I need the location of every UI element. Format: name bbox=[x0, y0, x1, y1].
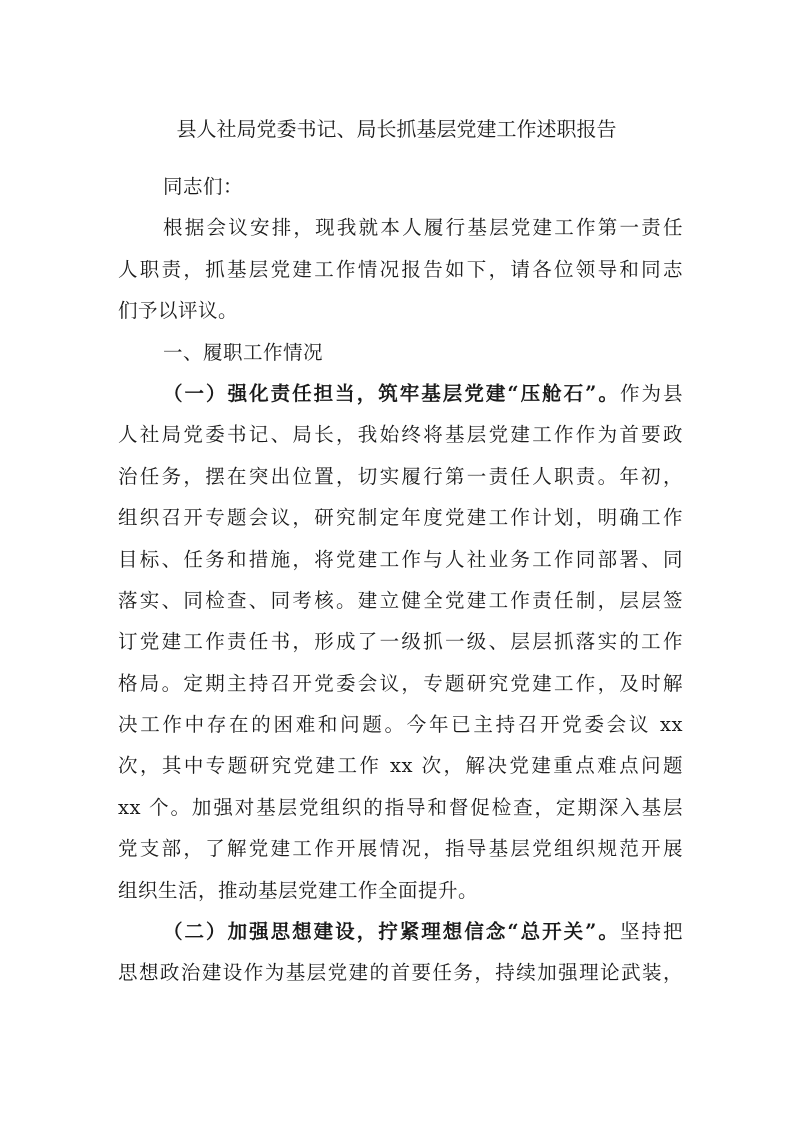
paragraph-line: 决工作中存在的困难和问题。今年已主持召开党委会议 xx bbox=[118, 713, 683, 737]
subsection-heading: （一）强化责任担当，筑牢基层党建“压舱石”。 bbox=[163, 381, 620, 405]
paragraph-text: 坚持把 bbox=[619, 920, 683, 944]
paragraph-line: 思想政治建设作为基层党建的首要任务，持续加强理论武装， bbox=[118, 961, 683, 985]
paragraph-text: 作为县 bbox=[619, 381, 683, 405]
intro-line: 人职责，抓基层党建工作情况报告如下，请各位领导和同志 bbox=[118, 257, 683, 281]
paragraph-line: 组织生活，推动基层党建工作全面提升。 bbox=[118, 878, 479, 902]
section-heading: 一、履职工作情况 bbox=[163, 340, 324, 364]
intro-line: 们予以评议。 bbox=[118, 299, 239, 323]
paragraph-line: 格局。定期主持召开党委会议，专题研究党建工作，及时解 bbox=[118, 671, 683, 695]
paragraph-line: 治任务，摆在突出位置，切实履行第一责任人职责。年初， bbox=[118, 464, 683, 488]
paragraph-line: 组织召开专题会议，研究制定年度党建工作计划，明确工作 bbox=[118, 506, 683, 530]
subsection-heading: （二）加强思想建设，拧紧理想信念“总开关”。 bbox=[163, 920, 620, 944]
paragraph-line: 党支部，了解党建工作开展情况，指导基层党组织规范开展 bbox=[118, 837, 683, 861]
paragraph-line: 目标、任务和措施，将党建工作与人社业务工作同部署、同 bbox=[118, 547, 683, 571]
intro-line: 根据会议安排，现我就本人履行基层党建工作第一责任 bbox=[163, 216, 683, 240]
paragraph-line: xx 个。加强对基层党组织的指导和督促检查，定期深入基层 bbox=[118, 795, 683, 819]
paragraph-line: 落实、同检查、同考核。建立健全党建工作责任制，层层签 bbox=[118, 588, 683, 612]
paragraph-line: 人社局党委书记、局长，我始终将基层党建工作作为首要政 bbox=[118, 423, 683, 447]
paragraph-line: 订党建工作责任书，形成了一级抓一级、层层抓落实的工作 bbox=[118, 630, 683, 654]
salutation: 同志们： bbox=[163, 175, 244, 198]
document-body bbox=[118, 166, 683, 994]
subsection-first-line bbox=[118, 373, 683, 414]
paragraph-line: 次，其中专题研究党建工作 xx 次，解决党建重点难点问题 bbox=[118, 754, 683, 778]
document-title: 县人社局党委书记、局长抓基层党建工作述职报告 bbox=[176, 117, 617, 141]
subsection-first-line bbox=[118, 911, 683, 952]
